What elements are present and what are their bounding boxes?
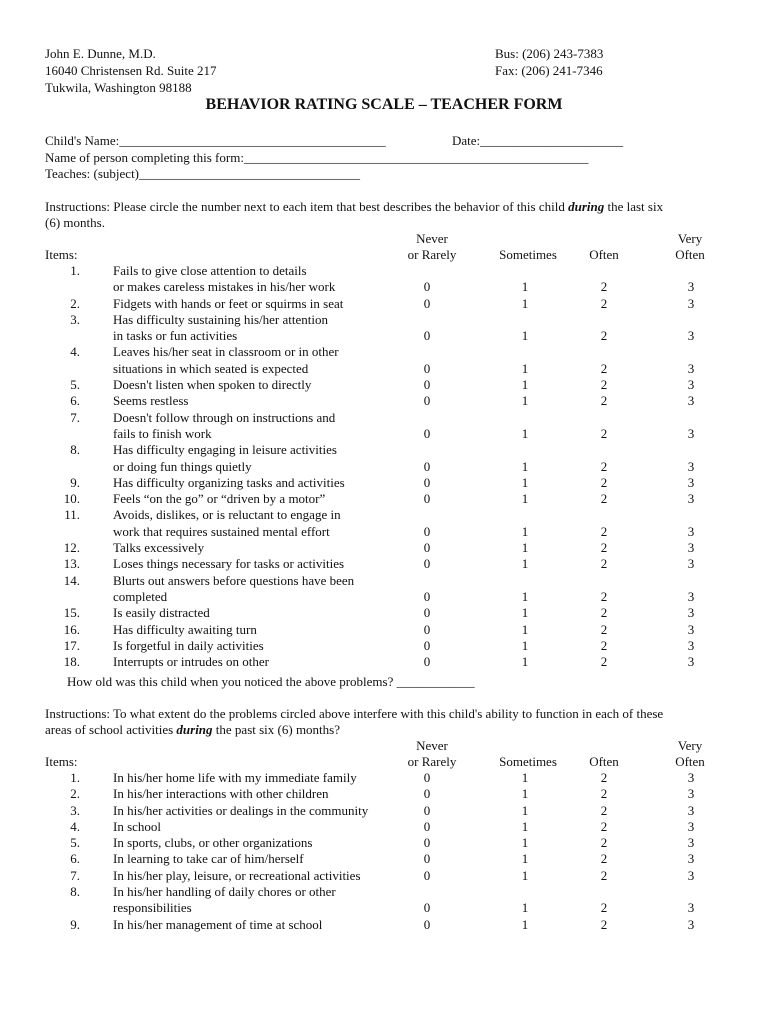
score-option[interactable]: 2 (600, 654, 608, 670)
score-option[interactable]: 3 (687, 474, 695, 490)
score-option[interactable]: 2 (600, 818, 608, 834)
item-number: 1. (70, 770, 80, 785)
score-option[interactable]: 0 (423, 523, 431, 539)
list-item (0, 638, 768, 654)
score-option[interactable]: 1 (521, 867, 529, 883)
list-item (0, 442, 768, 458)
person-completing-field[interactable]: Name of person completing this form:_____________________________________________________ (45, 150, 589, 165)
score-option[interactable]: 1 (521, 279, 529, 295)
col-very-label: Very (677, 231, 703, 246)
list-item (0, 344, 768, 360)
score-option[interactable]: 0 (423, 621, 431, 637)
score-option[interactable]: 3 (687, 540, 695, 556)
emphasis-during: during (176, 722, 213, 737)
score-option[interactable]: 2 (600, 605, 608, 621)
item-text: In his/her interactions with other children (113, 786, 329, 802)
score-option[interactable]: 1 (521, 360, 529, 376)
item-text: Interrupts or intrudes on other (113, 654, 269, 670)
col-very-label: Very (677, 738, 703, 753)
score-option[interactable]: 0 (423, 818, 431, 834)
score-option[interactable]: 1 (521, 621, 529, 637)
item-number: 1. (70, 263, 80, 278)
score-option[interactable]: 0 (423, 425, 431, 441)
score-option[interactable]: 0 (423, 360, 431, 376)
score-option[interactable]: 3 (687, 295, 695, 311)
item-number: 5. (70, 835, 80, 851)
item-text: or doing fun things quietly (113, 458, 252, 474)
list-item (0, 491, 768, 507)
score-option[interactable]: 0 (423, 556, 431, 572)
item-text: Talks excessively (113, 540, 205, 556)
item-text: In sports, clubs, or other organizations (113, 835, 313, 851)
address-line-1: 16040 Christensen Rd. Suite 217 (45, 63, 217, 78)
score-option[interactable]: 3 (687, 818, 695, 834)
score-option[interactable]: 3 (687, 835, 695, 851)
section2-instructions-cont: areas of school activities during the past six (6) months? (45, 722, 341, 737)
score-option[interactable]: 3 (687, 605, 695, 621)
score-option[interactable]: 1 (521, 458, 529, 474)
list-item (0, 589, 768, 605)
col-sometimes-label: Sometimes (499, 754, 557, 769)
score-option[interactable]: 2 (600, 474, 608, 490)
list-item (0, 622, 768, 638)
item-text: Has difficulty sustaining his/her attention (113, 311, 328, 327)
item-text: Has difficulty organizing tasks and activities (113, 474, 345, 490)
score-option[interactable]: 1 (521, 295, 529, 311)
score-option[interactable]: 3 (687, 770, 695, 785)
score-option[interactable]: 1 (521, 556, 529, 572)
item-text: Loses things necessary for tasks or activities (113, 556, 345, 572)
score-option[interactable]: 1 (521, 588, 529, 604)
list-item (0, 786, 768, 802)
section1-instructions: Instructions: Please circle the number next to each item that best describes the behavior of this child during the last six (45, 199, 664, 214)
score-option[interactable]: 2 (600, 835, 608, 851)
date-field[interactable]: Date:______________________ (452, 133, 624, 148)
score-option[interactable]: 2 (600, 621, 608, 637)
item-text: Avoids, dislikes, or is reluctant to engage in (113, 507, 341, 523)
score-option[interactable]: 0 (423, 851, 431, 867)
item-number: 17. (63, 637, 80, 653)
score-option[interactable]: 1 (521, 770, 529, 785)
score-option[interactable]: 0 (423, 279, 431, 295)
score-option[interactable]: 2 (600, 425, 608, 441)
col-often-label: Often (589, 247, 619, 262)
score-option[interactable]: 1 (521, 818, 529, 834)
list-item (0, 296, 768, 312)
list-item (0, 263, 768, 279)
list-item (0, 459, 768, 475)
list-item (0, 540, 768, 556)
item-number: 18. (63, 654, 80, 670)
list-item (0, 475, 768, 491)
list-item (0, 770, 768, 786)
score-option[interactable]: 2 (600, 360, 608, 376)
childs-name-field[interactable]: Child's Name:_________________________________________ (45, 133, 386, 148)
score-option[interactable]: 0 (423, 474, 431, 490)
list-item (0, 605, 768, 621)
item-number: 5. (70, 377, 80, 393)
item-text: work that requires sustained mental effort (113, 523, 330, 539)
list-item (0, 654, 768, 670)
item-text: Is forgetful in daily activities (113, 637, 264, 653)
list-item (0, 410, 768, 426)
score-option[interactable]: 2 (600, 279, 608, 295)
score-option[interactable]: 3 (687, 786, 695, 802)
score-option[interactable]: 0 (423, 835, 431, 851)
item-number: 14. (63, 572, 80, 588)
items-label: Items: (45, 247, 78, 262)
item-number: 2. (70, 786, 80, 802)
item-number: 9. (70, 474, 80, 490)
score-option[interactable]: 1 (521, 328, 529, 344)
list-item (0, 803, 768, 819)
score-option[interactable]: 1 (521, 605, 529, 621)
item-text: In his/her activities or dealings in the community (113, 802, 369, 818)
score-option[interactable]: 0 (423, 916, 431, 932)
score-option[interactable]: 2 (600, 916, 608, 932)
score-option[interactable]: 1 (521, 851, 529, 867)
score-option[interactable]: 3 (687, 425, 695, 441)
score-option[interactable]: 3 (687, 377, 695, 393)
score-option[interactable]: 3 (687, 851, 695, 867)
score-option[interactable]: 1 (521, 900, 529, 916)
item-number: 3. (70, 311, 80, 327)
item-number: 10. (63, 491, 80, 507)
score-option[interactable]: 2 (600, 295, 608, 311)
score-option[interactable]: 0 (423, 377, 431, 393)
score-option[interactable]: 0 (423, 295, 431, 311)
item-text: Has difficulty engaging in leisure activities (113, 442, 337, 458)
col-never-label-2: or Rarely (407, 247, 457, 262)
score-option[interactable]: 2 (600, 491, 608, 507)
score-option[interactable]: 2 (600, 851, 608, 867)
item-text: Fidgets with hands or feet or squirms in seat (113, 295, 344, 311)
score-option[interactable]: 2 (600, 588, 608, 604)
score-option[interactable]: 3 (687, 867, 695, 883)
item-text: Leaves his/her seat in classroom or in other (113, 344, 339, 360)
score-option[interactable]: 0 (423, 393, 431, 409)
doctor-name: John E. Dunne, M.D. (45, 46, 156, 61)
item-number: 11. (64, 507, 80, 523)
list-item (0, 884, 768, 900)
score-option[interactable]: 1 (521, 802, 529, 818)
item-text: In learning to take car of him/herself (113, 851, 304, 867)
list-item (0, 507, 768, 523)
item-number: 7. (70, 867, 80, 883)
score-option[interactable]: 1 (521, 377, 529, 393)
item-number: 2. (70, 295, 80, 311)
score-option[interactable]: 0 (423, 867, 431, 883)
list-item (0, 573, 768, 589)
list-item (0, 426, 768, 442)
score-option[interactable]: 0 (423, 654, 431, 670)
score-option[interactable]: 2 (600, 328, 608, 344)
score-option[interactable]: 3 (687, 654, 695, 670)
score-option[interactable]: 3 (687, 393, 695, 409)
list-item (0, 556, 768, 572)
col-sometimes-label: Sometimes (499, 247, 557, 262)
item-number: 12. (63, 540, 80, 556)
score-option[interactable]: 1 (521, 786, 529, 802)
score-option[interactable]: 2 (600, 786, 608, 802)
col-never-label: Never (416, 231, 448, 246)
score-option[interactable]: 2 (600, 637, 608, 653)
item-number: 6. (70, 851, 80, 867)
score-option[interactable]: 0 (423, 458, 431, 474)
score-option[interactable]: 1 (521, 540, 529, 556)
item-text: In school (113, 818, 162, 834)
list-item (0, 851, 768, 867)
list-item (0, 835, 768, 851)
score-option[interactable]: 0 (423, 588, 431, 604)
item-number: 15. (63, 605, 80, 621)
score-option[interactable]: 0 (423, 637, 431, 653)
score-option[interactable]: 1 (521, 491, 529, 507)
score-option[interactable]: 1 (521, 425, 529, 441)
list-item (0, 377, 768, 393)
score-option[interactable]: 2 (600, 556, 608, 572)
col-never-label: Never (416, 738, 448, 753)
score-option[interactable]: 3 (687, 523, 695, 539)
address-line-2: Tukwila, Washington 98188 (45, 80, 192, 95)
item-number: 16. (63, 621, 80, 637)
item-number: 4. (70, 344, 80, 360)
list-item (0, 900, 768, 916)
list-item (0, 312, 768, 328)
list-item (0, 868, 768, 884)
item-text: fails to finish work (113, 425, 212, 441)
list-item (0, 328, 768, 344)
item-number: 8. (70, 442, 80, 458)
score-option[interactable]: 3 (687, 900, 695, 916)
item-text: Doesn't follow through on instructions and (113, 409, 336, 425)
list-item (0, 279, 768, 295)
col-very-often-label: Often (675, 754, 705, 769)
score-option[interactable]: 1 (521, 835, 529, 851)
item-text: Fails to give close attention to details (113, 263, 307, 278)
item-text: responsibilities (113, 900, 192, 916)
item-number: 9. (70, 916, 80, 932)
teaches-subject-field[interactable]: Teaches: (subject)__________________________________ (45, 166, 361, 181)
item-text: situations in which seated is expected (113, 360, 309, 376)
score-option[interactable]: 3 (687, 637, 695, 653)
score-option[interactable]: 3 (687, 279, 695, 295)
item-number: 13. (63, 556, 80, 572)
item-text: completed (113, 588, 168, 604)
score-option[interactable]: 3 (687, 916, 695, 932)
phone-bus: Bus: (206) 243-7383 (495, 46, 604, 61)
section1-items (0, 263, 768, 670)
col-often-label: Often (589, 754, 619, 769)
item-text: Feels “on the go” or “driven by a motor” (113, 491, 326, 507)
item-text: Seems restless (113, 393, 189, 409)
list-item (0, 361, 768, 377)
list-item (0, 917, 768, 933)
score-option[interactable]: 1 (521, 393, 529, 409)
score-option[interactable]: 0 (423, 786, 431, 802)
score-option[interactable]: 0 (423, 802, 431, 818)
item-number: 7. (70, 409, 80, 425)
list-item (0, 524, 768, 540)
item-text: In his/her home life with my immediate family (113, 770, 357, 785)
item-text: Is easily distracted (113, 605, 210, 621)
score-option[interactable]: 2 (600, 867, 608, 883)
score-option[interactable]: 2 (600, 540, 608, 556)
item-number: 3. (70, 802, 80, 818)
item-text: in tasks or fun activities (113, 328, 238, 344)
col-never-label-2: or Rarely (407, 754, 457, 769)
score-option[interactable]: 2 (600, 393, 608, 409)
item-text: In his/her handling of daily chores or other (113, 884, 336, 900)
item-number: 4. (70, 818, 80, 834)
score-option[interactable]: 0 (423, 605, 431, 621)
score-option[interactable]: 2 (600, 377, 608, 393)
phone-fax: Fax: (206) 241-7346 (495, 63, 603, 78)
score-option[interactable]: 3 (687, 621, 695, 637)
score-option[interactable]: 1 (521, 474, 529, 490)
col-very-often-label: Often (675, 247, 705, 262)
list-item (0, 393, 768, 409)
item-number: 6. (70, 393, 80, 409)
score-option[interactable]: 0 (423, 328, 431, 344)
score-option[interactable]: 1 (521, 523, 529, 539)
section2-instructions: Instructions: To what extent do the problems circled above interfere with this child's ability to function in each of these (45, 706, 664, 721)
score-option[interactable]: 3 (687, 360, 695, 376)
emphasis-during: during (568, 199, 605, 214)
section1-instructions-cont: (6) months. (45, 215, 105, 230)
score-option[interactable]: 3 (687, 556, 695, 572)
score-option[interactable]: 2 (600, 523, 608, 539)
score-option[interactable]: 3 (687, 328, 695, 344)
score-option[interactable]: 0 (423, 770, 431, 785)
score-option[interactable]: 0 (423, 491, 431, 507)
score-option[interactable]: 1 (521, 654, 529, 670)
item-text: In his/her play, leisure, or recreational activities (113, 867, 361, 883)
score-option[interactable]: 1 (521, 916, 529, 932)
item-text: In his/her management of time at school (113, 916, 323, 932)
item-text: or makes careless mistakes in his/her work (113, 279, 336, 295)
score-option[interactable]: 3 (687, 458, 695, 474)
item-text: Blurts out answers before questions have been (113, 572, 355, 588)
section2-items (0, 770, 768, 933)
score-option[interactable]: 1 (521, 637, 529, 653)
score-option[interactable]: 2 (600, 900, 608, 916)
items-label: Items: (45, 754, 78, 769)
score-option[interactable]: 0 (423, 540, 431, 556)
score-option[interactable]: 3 (687, 588, 695, 604)
item-text: Doesn't listen when spoken to directly (113, 377, 312, 393)
page-title: BEHAVIOR RATING SCALE – TEACHER FORM (205, 96, 563, 113)
score-option[interactable]: 2 (600, 458, 608, 474)
list-item (0, 819, 768, 835)
score-option[interactable]: 3 (687, 802, 695, 818)
item-text: Has difficulty awaiting turn (113, 621, 257, 637)
item-number: 8. (70, 884, 80, 900)
score-option[interactable]: 2 (600, 802, 608, 818)
score-option[interactable]: 3 (687, 491, 695, 507)
score-option[interactable]: 2 (600, 770, 608, 785)
onset-age-question[interactable]: How old was this child when you noticed the above problems? ____________ (67, 674, 475, 689)
score-option[interactable]: 0 (423, 900, 431, 916)
